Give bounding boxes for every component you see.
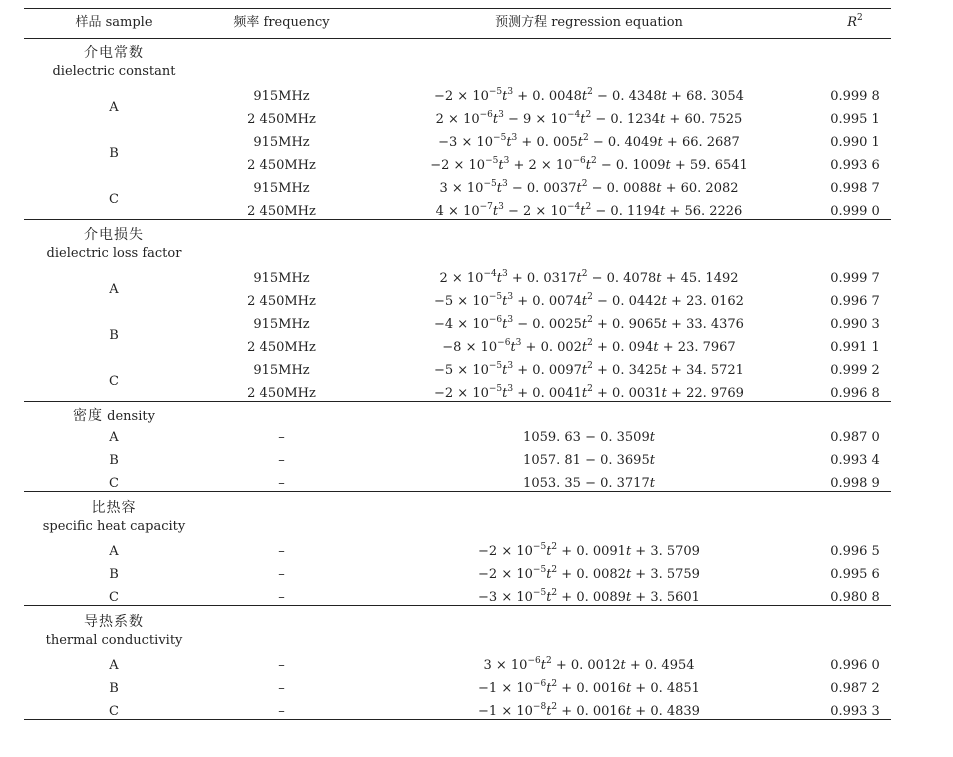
header-equation: 预测方程 regression equation <box>495 15 683 30</box>
group-label-zh: 介电常数 <box>84 45 144 61</box>
frequency-cell: 2 450MHz <box>247 204 316 219</box>
group-divider <box>24 605 891 606</box>
r-squared-cell: 0.996 7 <box>830 294 880 309</box>
group-divider <box>24 491 891 492</box>
frequency-cell: 915MHz <box>253 363 310 378</box>
r-squared-cell: 0.990 3 <box>830 317 880 332</box>
group-label-en: thermal conductivity <box>45 633 183 648</box>
sample-cell: B <box>109 328 119 343</box>
equation-cell: $-2 \times 10^{-5}t^3 + 0$. $0048t^2 - 0$. 4348t + 68. 3054 <box>434 86 744 104</box>
r-squared-cell: 0.996 5 <box>830 544 880 559</box>
r-squared-cell: 0.996 8 <box>830 386 880 401</box>
r-squared-cell: 0.993 3 <box>830 704 880 719</box>
group-label <box>24 226 204 263</box>
frequency-cell: – <box>278 658 285 673</box>
equation-cell: $-5 \times 10^{-5}t^3 + 0$. $0074t^2 - 0$. 0442t + 23. 0162 <box>434 291 744 309</box>
r-squared-cell: 0.996 0 <box>830 658 880 673</box>
r-squared-cell: 0.998 9 <box>830 476 880 491</box>
frequency-cell: 2 450MHz <box>247 340 316 355</box>
equation-cell: $3 \times 10^{-5}t^3 - 0$. $0037t^2 - 0$. 0088t + 60. 2082 <box>439 178 739 196</box>
table-top-rule <box>24 8 891 9</box>
group-label <box>24 499 204 536</box>
equation-cell: $4 \times 10^{-7}t^3 - 2 \times 10^{-4}t^2 - 0$. 1194t + 56. 2226 <box>435 201 743 219</box>
group-label-en: density <box>107 409 155 424</box>
group-label-zh: 介电损失 <box>84 227 144 243</box>
frequency-cell: 2 450MHz <box>247 158 316 173</box>
frequency-cell: 2 450MHz <box>247 294 316 309</box>
sample-cell: A <box>109 100 119 115</box>
frequency-cell: 915MHz <box>253 271 310 286</box>
sample-cell: A <box>109 430 119 445</box>
sample-cell: A <box>109 544 119 559</box>
r-squared-cell: 0.991 1 <box>830 340 880 355</box>
r-squared-cell: 0.999 8 <box>830 89 880 104</box>
group-label-en: specific heat capacity <box>42 519 186 534</box>
group-label-zh: 导热系数 <box>84 614 144 630</box>
equation-cell: $-2 \times 10^{-5}t^2 + 0$. 0091t + 3. 5709 <box>478 541 700 559</box>
r-squared-cell: 0.987 2 <box>830 681 880 696</box>
equation-cell: 1053. 35 − 0. 3717t <box>523 476 655 491</box>
header-r-squared: $R^2$ <box>847 12 863 30</box>
frequency-cell: 2 450MHz <box>247 112 316 127</box>
equation-cell: $-4 \times 10^{-6}t^3 - 0$. $0025t^2 + 0$. 9065t + 33. 4376 <box>434 314 744 332</box>
sample-cell: C <box>109 704 119 719</box>
frequency-cell: – <box>278 567 285 582</box>
sample-cell: B <box>109 567 119 582</box>
r-squared-cell: 0.999 2 <box>830 363 880 378</box>
sample-cell: B <box>109 681 119 696</box>
frequency-cell: – <box>278 453 285 468</box>
r-squared-cell: 0.995 6 <box>830 567 880 582</box>
sample-cell: B <box>109 146 119 161</box>
r-squared-cell: 0.998 7 <box>830 181 880 196</box>
group-label <box>24 613 204 650</box>
sample-cell: C <box>109 374 119 389</box>
group-label-en: dielectric loss factor <box>46 246 182 261</box>
group-divider <box>24 719 891 720</box>
frequency-cell: 915MHz <box>253 135 310 150</box>
frequency-cell: – <box>278 590 285 605</box>
group-label <box>24 407 204 426</box>
r-squared-cell: 0.980 8 <box>830 590 880 605</box>
equation-cell: $2 \times 10^{-6}t^3 - 9 \times 10^{-4}t^2 - 0$. 1234t + 60. 7525 <box>435 109 743 127</box>
frequency-cell: 915MHz <box>253 181 310 196</box>
frequency-cell: – <box>278 430 285 445</box>
r-squared-cell: 0.999 7 <box>830 271 880 286</box>
r-squared-cell: 0.993 6 <box>830 158 880 173</box>
equation-cell: 1059. 63 − 0. 3509t <box>523 430 655 445</box>
r-squared-cell: 0.999 0 <box>830 204 880 219</box>
frequency-cell: – <box>278 544 285 559</box>
group-label <box>24 44 204 81</box>
group-label-en: dielectric constant <box>52 64 176 79</box>
group-divider <box>24 401 891 402</box>
header-frequency: 频率 frequency <box>233 15 330 30</box>
equation-cell: $-5 \times 10^{-5}t^3 + 0$. $0097t^2 + 0$. 3425t + 34. 5721 <box>434 360 744 378</box>
equation-cell: $-3 \times 10^{-5}t^2 + 0$. 0089t + 3. 5601 <box>478 587 700 605</box>
equation-cell: $-8 \times 10^{-6}t^3 + 0$. $002t^2 + 0$. 094t + 23. 7967 <box>442 337 736 355</box>
equation-cell: $-1 \times 10^{-6}t^2 + 0$. 0016t + 0. 4851 <box>478 678 700 696</box>
r-squared-cell: 0.993 4 <box>830 453 880 468</box>
sample-cell: C <box>109 590 119 605</box>
frequency-cell: – <box>278 476 285 491</box>
equation-cell: $-3 \times 10^{-5}t^3 + 0$. $005t^2 - 0$. 4049t + 66. 2687 <box>438 132 740 150</box>
equation-cell: $3 \times 10^{-6}t^2 + 0$. 0012t + 0. 4954 <box>483 655 695 673</box>
r-squared-cell: 0.987 0 <box>830 430 880 445</box>
header-sample: 样品 sample <box>75 15 153 30</box>
equation-cell: $-2 \times 10^{-5}t^2 + 0$. 0082t + 3. 5759 <box>478 564 700 582</box>
equation-cell: 1057. 81 − 0. 3695t <box>523 453 655 468</box>
r-squared-cell: 0.990 1 <box>830 135 880 150</box>
frequency-cell: 2 450MHz <box>247 386 316 401</box>
group-label-zh: 密度 <box>73 408 104 424</box>
equation-cell: $-2 \times 10^{-5}t^3 + 2 \times 10^{-6}t^2 - 0$. 1009t + 59. 6541 <box>430 155 748 173</box>
equation-cell: $-1 \times 10^{-8}t^2 + 0$. 0016t + 0. 4839 <box>478 701 700 719</box>
frequency-cell: 915MHz <box>253 89 310 104</box>
sample-cell: C <box>109 476 119 491</box>
group-label-zh: 比热容 <box>91 500 137 516</box>
sample-cell: A <box>109 658 119 673</box>
equation-cell: $-2 \times 10^{-5}t^3 + 0$. $0041t^2 + 0$. 0031t + 22. 9769 <box>434 383 744 401</box>
sample-cell: C <box>109 192 119 207</box>
sample-cell: A <box>109 282 119 297</box>
r-squared-cell: 0.995 1 <box>830 112 880 127</box>
frequency-cell: 915MHz <box>253 317 310 332</box>
equation-cell: $2 \times 10^{-4}t^3 + 0$. $0317t^2 - 0$. 4078t + 45. 1492 <box>439 268 739 286</box>
frequency-cell: – <box>278 681 285 696</box>
frequency-cell: – <box>278 704 285 719</box>
sample-cell: B <box>109 453 119 468</box>
group-divider <box>24 219 891 220</box>
header-rule <box>24 38 891 39</box>
